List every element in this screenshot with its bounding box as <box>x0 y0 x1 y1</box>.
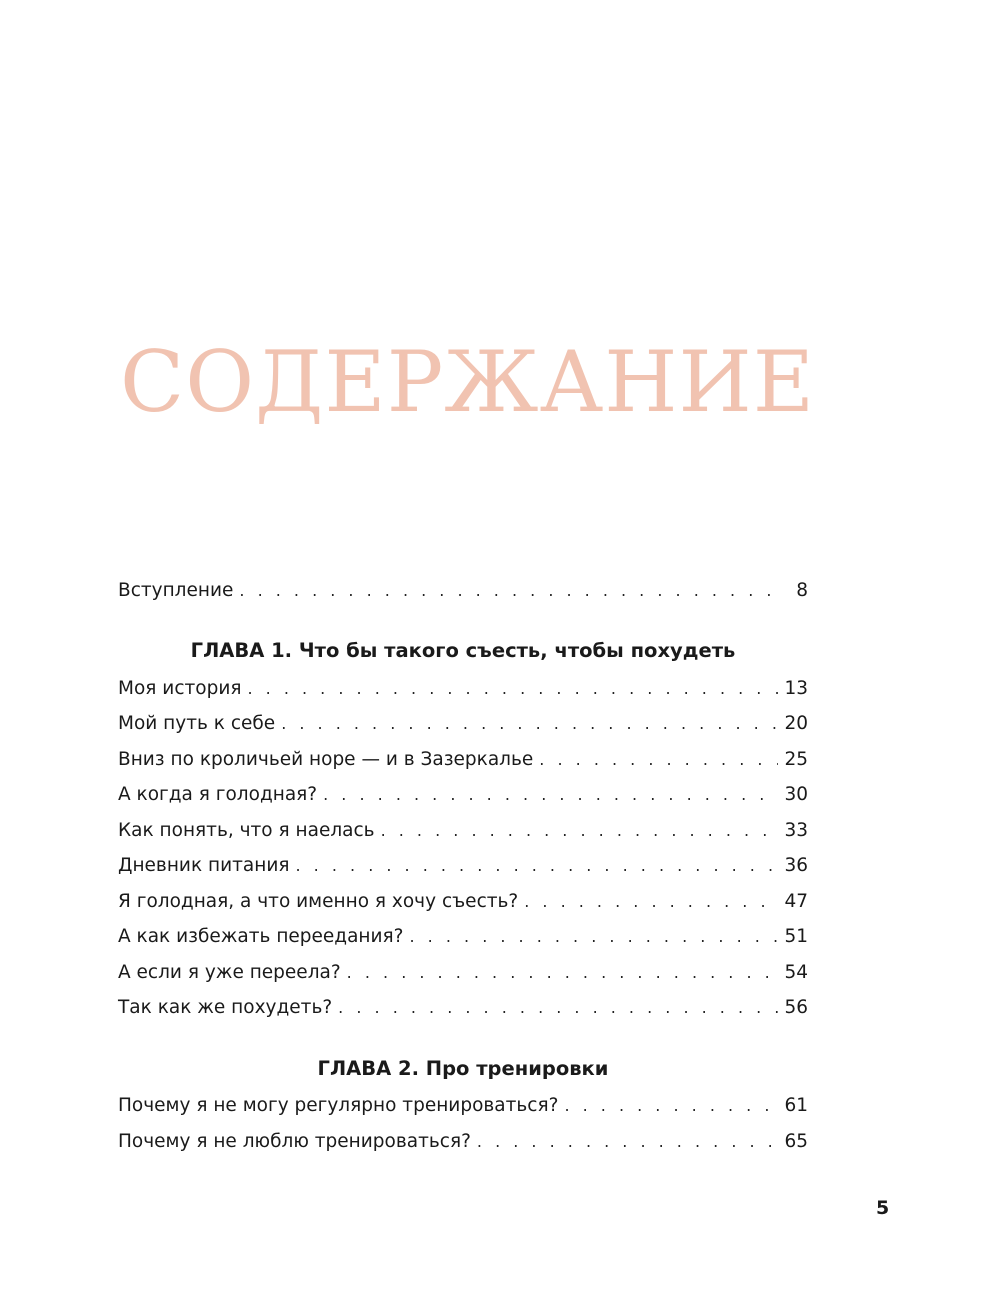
toc-entry-label: Вступление <box>118 580 234 601</box>
leader-dots <box>296 856 779 875</box>
toc-entry-page: 56 <box>784 997 808 1018</box>
toc-entry-page: 65 <box>784 1131 808 1152</box>
leader-dots <box>477 1132 779 1151</box>
toc-entry[interactable] <box>118 713 808 739</box>
chapter-heading-1: ГЛАВА 1. Что бы такого съесть, чтобы похудеть <box>190 639 736 662</box>
toc-entry-label: Так как же похудеть? <box>118 997 333 1018</box>
toc-entry-page: 33 <box>784 820 808 841</box>
toc-entry-label: А если я уже переела? <box>118 962 341 983</box>
toc-entry-page: 36 <box>784 855 808 876</box>
toc-entry-label: Почему я не могу регулярно тренироваться? <box>118 1095 559 1116</box>
toc-entry-label: Моя история <box>118 678 242 699</box>
leader-dots <box>247 679 778 698</box>
toc-entry-label: Вниз по кроличьей норе — и в Зазеркалье <box>118 749 534 770</box>
toc-entry-label: Как понять, что я наелась <box>118 820 375 841</box>
toc-entry[interactable] <box>118 749 808 775</box>
leader-dots <box>564 1096 778 1115</box>
toc-entry-label: А как избежать переедания? <box>118 926 404 947</box>
toc-entry-label: Я голодная, а что именно я хочу съесть? <box>118 891 519 912</box>
toc-entry-label: Мой путь к себе <box>118 713 276 734</box>
toc-entry-page: 25 <box>784 749 808 770</box>
toc-entry-intro[interactable] <box>118 580 808 606</box>
leader-dots <box>347 963 779 982</box>
leader-dots <box>239 581 780 600</box>
leader-dots <box>410 927 779 946</box>
toc-entry-page: 47 <box>784 891 808 912</box>
page-number: 5 <box>876 1197 890 1219</box>
toc-entry-page: 61 <box>784 1095 808 1116</box>
toc-entry-page: 54 <box>784 962 808 983</box>
toc-entry[interactable] <box>118 1131 808 1157</box>
leader-dots <box>381 821 779 840</box>
toc-entry[interactable] <box>118 678 808 704</box>
toc-entry[interactable] <box>118 926 808 952</box>
leader-dots <box>539 750 778 769</box>
toc-entry-page: 8 <box>796 580 808 601</box>
toc-entry-page: 13 <box>784 678 808 699</box>
toc-entry[interactable] <box>118 997 808 1023</box>
toc-entry[interactable] <box>118 784 808 810</box>
leader-dots <box>323 785 778 804</box>
toc-entry[interactable] <box>118 820 808 846</box>
leader-dots <box>281 714 778 733</box>
chapter-heading-2: ГЛАВА 2. Про тренировки <box>317 1057 609 1080</box>
toc-entry[interactable] <box>118 962 808 988</box>
toc-entry-label: Почему я не люблю тренироваться? <box>118 1131 471 1152</box>
toc-entry-page: 30 <box>784 784 808 805</box>
toc-entry-label: А когда я голодная? <box>118 784 318 805</box>
leader-dots <box>338 998 778 1017</box>
toc-entry-page: 20 <box>784 713 808 734</box>
toc-entry[interactable] <box>118 1095 808 1121</box>
leader-dots <box>524 892 778 911</box>
toc-entry-label: Дневник питания <box>118 855 290 876</box>
toc-entry[interactable] <box>118 891 808 917</box>
toc-entry[interactable] <box>118 855 808 881</box>
page-title: СОДЕРЖАНИЕ <box>120 333 816 431</box>
toc-entry-page: 51 <box>784 926 808 947</box>
